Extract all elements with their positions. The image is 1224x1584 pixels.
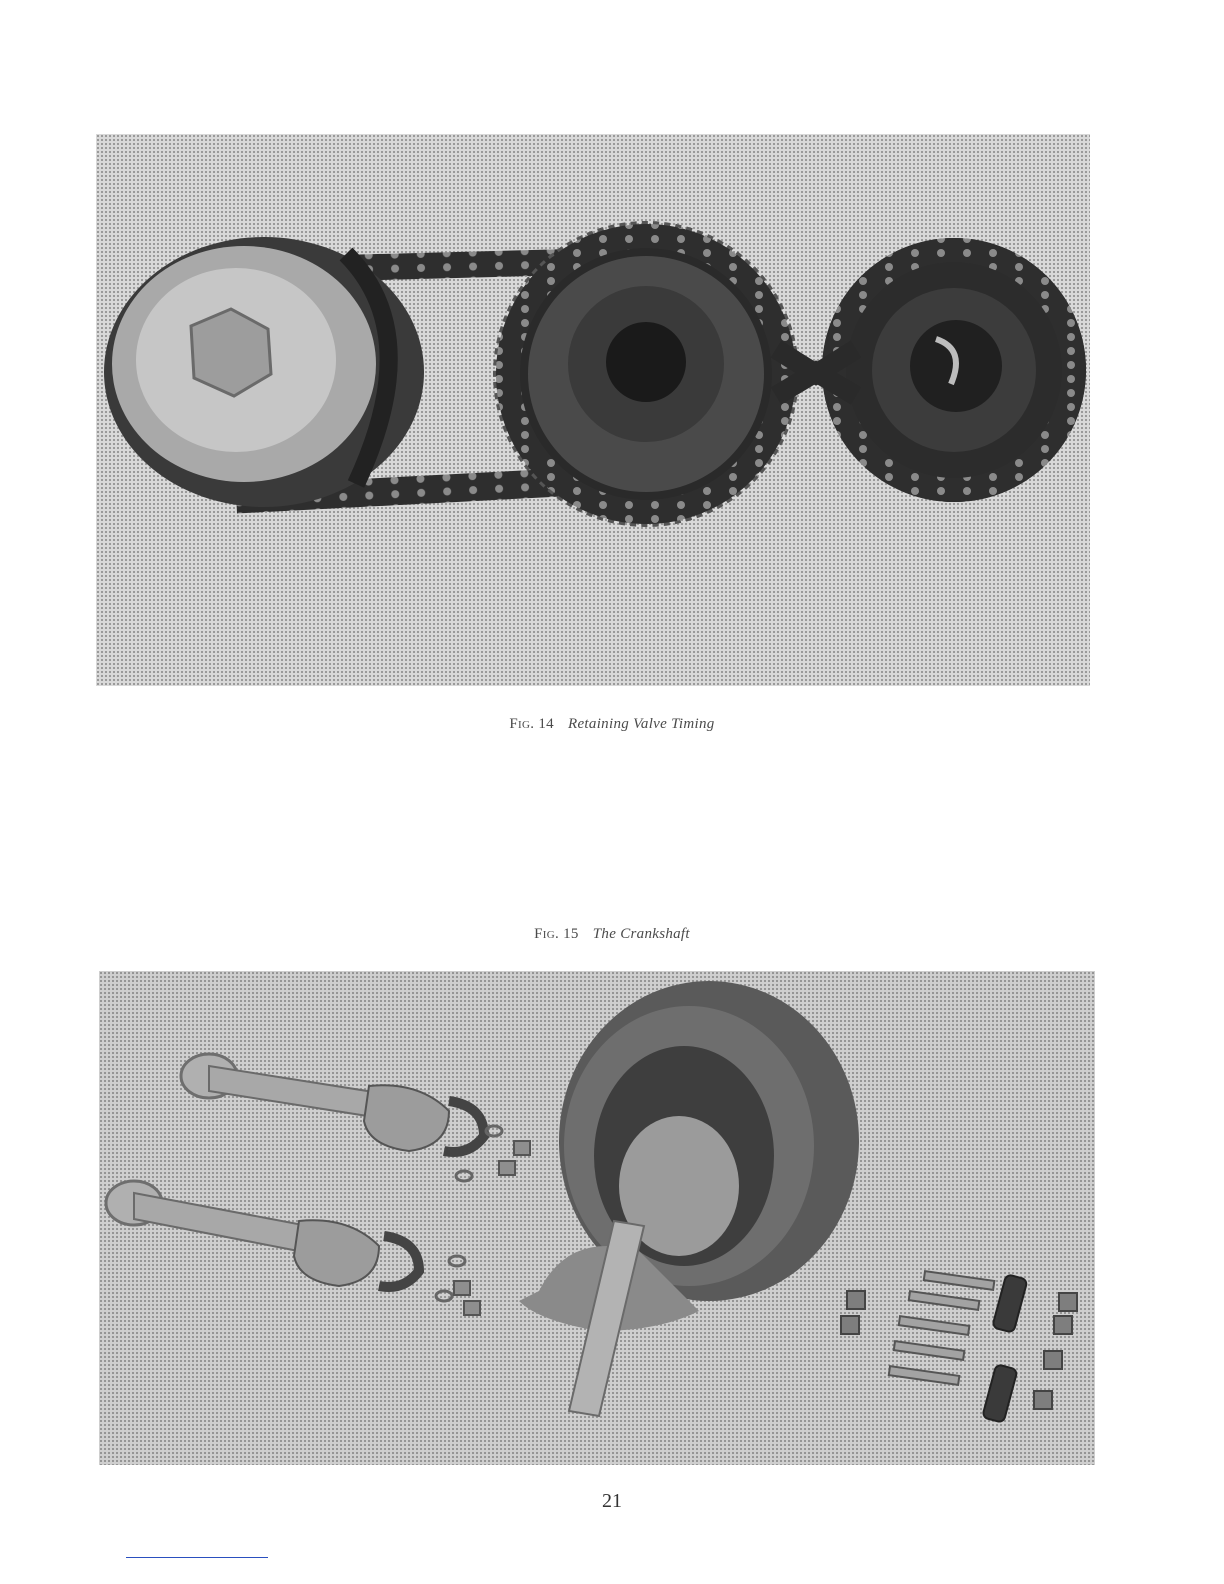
fig-14-label: Fig. 14: [509, 716, 554, 732]
fig-15-caption: [0, 926, 1224, 943]
footnote-rule: [126, 1557, 268, 1558]
fig-14-title: Retaining Valve Timing: [568, 716, 715, 732]
left-sprocket: [104, 237, 424, 507]
page-number: 21: [602, 1490, 622, 1512]
locking-plates: [982, 1274, 1027, 1423]
crankshaft: [519, 981, 859, 1416]
bolts: [889, 1271, 995, 1385]
right-sprocket: [822, 238, 1086, 502]
middle-sprocket: [498, 226, 794, 522]
fig-14-photo: [96, 134, 1090, 686]
connecting-rod-lower: [106, 1181, 419, 1287]
connecting-rod-upper: [181, 1054, 484, 1152]
timing-chain-illustration: [96, 134, 1090, 686]
fig-14-caption: [0, 716, 1224, 733]
fig-15-photo: [99, 971, 1095, 1465]
fig-15-label: Fig. 15: [534, 926, 579, 942]
small-nuts: [454, 1141, 530, 1315]
fig-15-title: The Crankshaft: [592, 926, 690, 942]
crankshaft-illustration: [99, 971, 1095, 1465]
